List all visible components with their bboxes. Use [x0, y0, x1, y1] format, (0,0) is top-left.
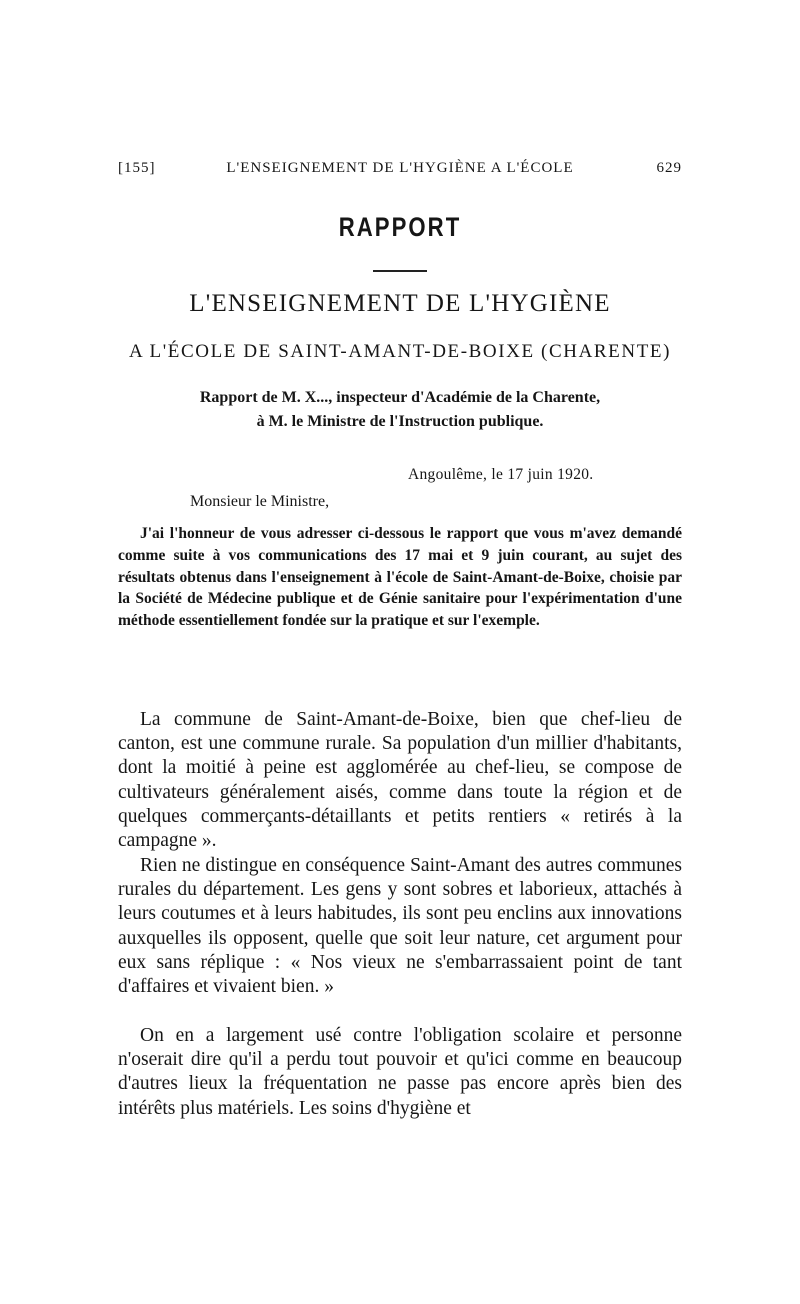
subtitle-line-1: L'ENSEIGNEMENT DE L'HYGIÈNE	[189, 290, 611, 317]
running-head	[118, 160, 682, 184]
paragraph-3: On en a largement usé contre l'obligation scolaire et personne n'oserait dire qu'il a perdu tout pouvoir et qu'ici comme en beaucoup d'autres lieux la fréquentation ne passe pas encore après bien des intérêts plus matériels. Les soins d'hygiène et	[118, 1025, 682, 1119]
paragraph-1: La commune de Saint-Amant-de-Boixe, bien que chef-lieu de canton, est une commune rurale. Sa population d'un millier d'habitants, dont la moitié à peine est agglomérée au chef-lieu, se compose de cultivateurs généralement aisés, comme dans toute la région et de quelques commerçants-détaillants et petits rentiers « retirés à la campagne ».	[118, 709, 682, 852]
report-from-line-2: à M. le Ministre de l'Instruction publique.	[256, 413, 544, 430]
report-title: RAPPORT	[338, 212, 462, 242]
subtitle-line-2: A L'ÉCOLE DE SAINT-AMANT-DE-BOIXE (CHARENTE)	[128, 341, 672, 362]
title-divider	[373, 270, 427, 272]
page-bracket-number: [155]	[118, 160, 156, 176]
date-line: Angoulême, le 17 juin 1920.	[408, 466, 594, 483]
salutation: Monsieur le Ministre,	[190, 493, 330, 510]
report-from	[0, 386, 800, 434]
report-from-line-1: Rapport de M. X..., inspecteur d'Académie de la Charente,	[199, 389, 601, 406]
letter-body: J'ai l'honneur de vous adresser ci-dessous le rapport que vous m'avez demandé comme suite à vos communications des 17 mai et 9 juin courant, au sujet des résultats obtenus dans l'enseignement à l'école de Saint-Amant-de-Boixe, choisie par la Société de Médecine publique et de Génie sanitaire pour l'expérimentation d'une méthode essentiellement fondée sur la pratique et sur l'exemple.	[118, 525, 682, 630]
paragraph-2: Rien ne distingue en conséquence Saint-Amant des autres communes rurales du département. Les gens y sont sobres et laborieux, attachés à leurs coutumes et à leurs habitudes, ils sont peu enclins aux innovations auxquelles ils opposent, quelle que soit leur nature, cet argument pour eux sans réplique : « Nos vieux ne s'embarrassaient point de tant d'affaires et vivaient bien. »	[118, 855, 682, 998]
page-number: 629	[656, 160, 682, 176]
running-head-title: L'ENSEIGNEMENT DE L'HYGIÈNE A L'ÉCOLE	[226, 160, 574, 176]
